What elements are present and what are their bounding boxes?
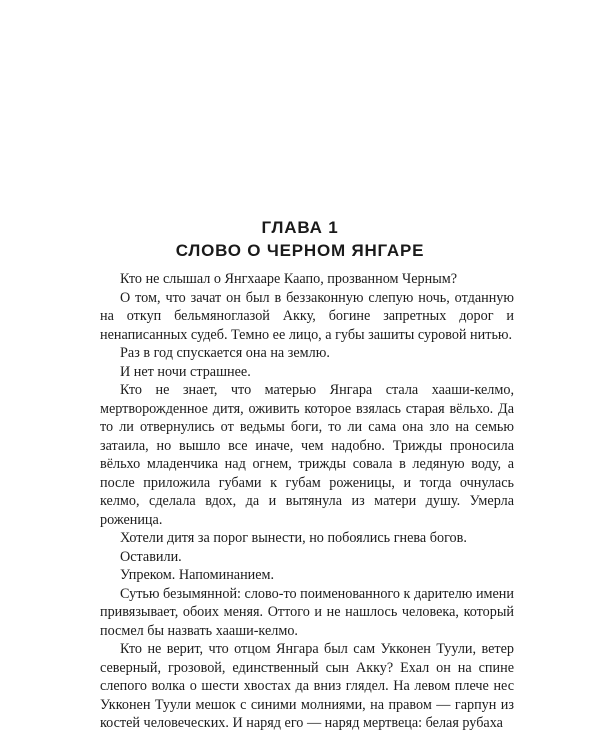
paragraph: Кто не слышал о Янгхааре Каапо, прозванном Черным? <box>120 271 458 287</box>
paragraph: Кто не верит, что отцом Янгара был сам Укконен Туули, ветер северный, грозовой, единственный сын Акку? Ехал он на спине слепого волка о шести хвостах да вниз глядел. На левом плече нес Укконен Туули мешок с синими молниями, на правом — гарпун из костей человеческих. И наряд его — наряд мертвеца: белая рубаха <box>100 641 514 731</box>
paragraph: Хотели дитя за порог вынести, но побоялись гнева богов. <box>120 530 467 546</box>
paragraph: Кто не знает, что матерью Янгара стала хааши-келмо, мертворожденное дитя, оживить которое взялась старая вёльхо. Да то ли отвернулись от ведьмы боги, то ли сама она зло на семью затаила, но вышло все иначе, чем надобно. Трижды проносила вёльхо младенчика над огнем, трижды совала в ледяную воду, а после приложила губами к губам роженицы, и тогда очнулась келмо, сделала вдох, да и вытянула из матери душу. Умерла роженица. <box>100 382 514 528</box>
body-text <box>100 270 514 733</box>
chapter-number: ГЛАВА 1 <box>261 218 339 237</box>
chapter-title: СЛОВО О ЧЕРНОМ ЯНГАРЕ <box>175 241 425 260</box>
paragraph: Сутью безымянной: слово-то поименованного к дарителю имени привязывает, обоих меняя. Оттого и не нашлось человека, который посмел бы назвать хааши-келмо. <box>100 585 514 639</box>
paragraph: Оставили. <box>120 548 182 565</box>
paragraph: О том, что зачат он был в беззаконную слепую ночь, отданную на откуп бельмяноглазой Акку, богине запретных дорог и ненаписанных судеб. Темно ее лицо, а губы зашиты суровой нитью. <box>100 289 514 343</box>
paragraph: Раз в год спускается она на землю. <box>120 345 330 361</box>
paragraph: Упреком. Напоминанием. <box>120 567 275 583</box>
paragraph: И нет ночи страшнее. <box>120 363 251 380</box>
